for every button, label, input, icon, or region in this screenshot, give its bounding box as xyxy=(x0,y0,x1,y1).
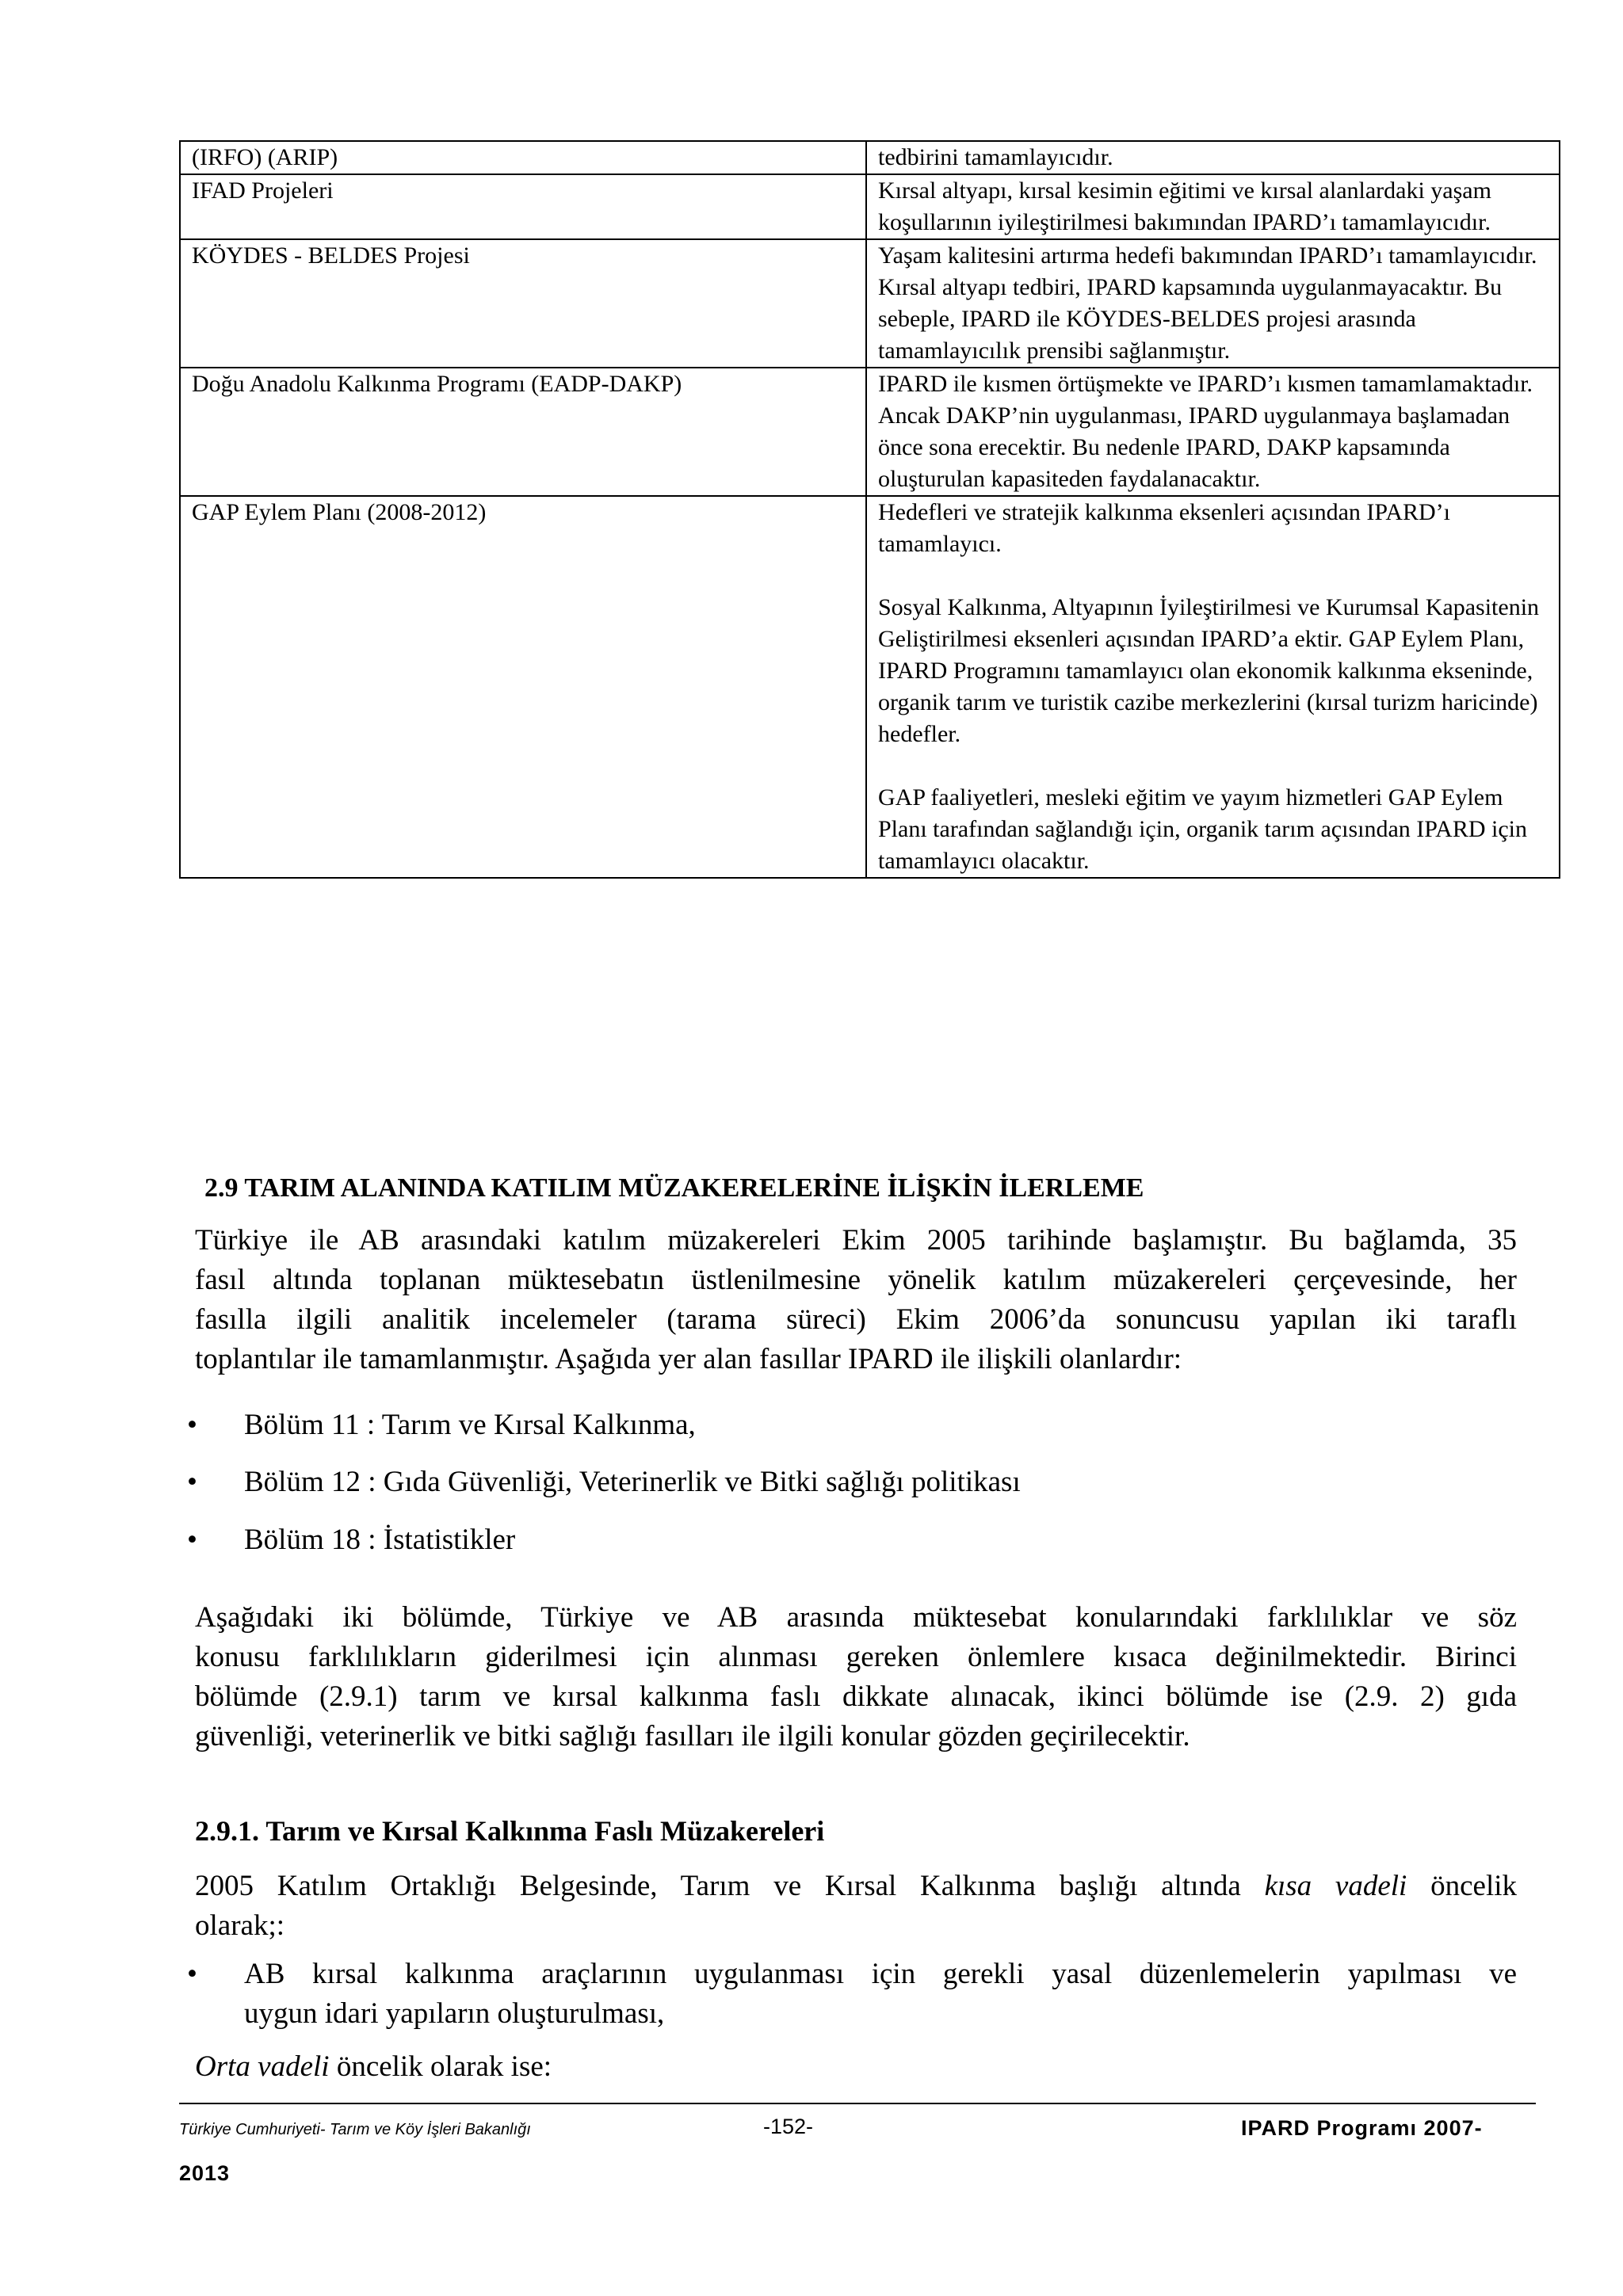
subsection-paragraph xyxy=(195,1867,1517,1946)
footer-program-year: 2013 xyxy=(179,2161,231,2185)
paragraph-gap xyxy=(878,750,1548,782)
cell-paragraph: Sosyal Kalkınma, Altyapının İyileştirilmesi ve Kurumsal Kapasitenin Geliştirilmesi eksenleri açısından IPARD’a ektir. GAP Eylem Planı, IPARD Programını tamamlayıcı olan ekonomik kalkınma ekseninde, organik tarım ve turistik cazibe merkezlerini (kırsal turizm haricinde) hedefler. xyxy=(878,594,1540,747)
cell-paragraph: IPARD ile kısmen örtüşmekte ve IPARD’ı kısmen tamamlamaktadır. xyxy=(878,371,1533,397)
bullet-icon: • xyxy=(187,1524,197,1556)
cell-paragraph: GAP faaliyetleri, mesleki eğitim ve yayım hizmetleri GAP Eylem Planı tarafından sağlandığı için, organik tarım açısından IPARD için tamamlayıcı olacaktır. xyxy=(878,784,1528,874)
bullet-text: uygun idari yapıların oluşturulması, xyxy=(244,1997,665,2030)
table-cell-relation xyxy=(866,239,1560,368)
cell-paragraph: tedbirini tamamlayıcıdır. xyxy=(878,144,1113,170)
footer-divider xyxy=(179,2103,1536,2104)
subsection-heading: 2.9.1. Tarım ve Kırsal Kalkınma Faslı Müzakereleri xyxy=(195,1815,825,1847)
table-cell-program: GAP Eylem Planı (2008-2012) xyxy=(180,496,866,878)
table-cell-program: KÖYDES - BELDES Projesi xyxy=(180,239,866,368)
bullet-text: AB kırsal kalkınma araçlarının uygulanması için gerekli yasal düzenlemelerin yapılması ve xyxy=(244,1958,1517,1990)
cell-paragraph: Kırsal altyapı tedbiri, IPARD kapsamında uygulanmayacaktır. Bu sebeple, IPARD ile KÖYDES-BELDES projesi arasında tamamlayıcılık prensibi sağlanmıştır. xyxy=(878,274,1503,364)
footer-page-number: -152- xyxy=(763,2115,814,2138)
paragraph-line: konusu farklılıkların giderilmesi için alınması gereken önlemlere kısaca değinilmektedir. Birinci xyxy=(195,1641,1517,1673)
paragraph-gap xyxy=(878,560,1548,592)
paragraph-line: fasılla ilgili analitik incelemeler (tarama süreci) Ekim 2006’da sonuncusu yapılan iki taraflı xyxy=(195,1303,1517,1336)
table-cell-program: Doğu Anadolu Kalkınma Programı (EADP-DAKP) xyxy=(180,368,866,496)
complementarity-table xyxy=(179,140,1560,879)
table-cell-relation xyxy=(866,496,1560,878)
paragraph-line: fasıl altında toplanan müktesebatın üstlenilmesine yönelik katılım müzakereleri çerçevesinde, her xyxy=(195,1264,1517,1296)
footer-ministry: Türkiye Cumhuriyeti- Tarım ve Köy İşleri Bakanlığı xyxy=(179,2121,531,2138)
bullet-icon: • xyxy=(187,1409,197,1441)
section-heading: 2.9 TARIM ALANINDA KATILIM MÜZAKERELERİNE İLİŞKİN İLERLEME xyxy=(204,1173,1144,1203)
paragraph-line: Türkiye ile AB arasındaki katılım müzakereleri Ekim 2005 tarihinde başlamıştır. Bu bağlamda, 35 xyxy=(195,1224,1517,1257)
cell-paragraph: Yaşam kalitesini artırma hedefi bakımından IPARD’ı tamamlayıcıdır. xyxy=(878,242,1537,269)
bullet-text: Bölüm 12 : Gıda Güvenliği, Veterinerlik ve Bitki sağlığı politikası xyxy=(244,1466,1021,1498)
table-row xyxy=(180,496,1560,878)
paragraph-line: güvenliği, veterinerlik ve bitki sağlığı fasılları ile ilgili konular gözden geçirilecektir. xyxy=(195,1720,1190,1753)
table-cell-program: IFAD Projeleri xyxy=(180,174,866,239)
paragraph-line: Aşağıdaki iki bölümde, Türkiye ve AB arasında müktesebat konularındaki farklılıklar ve söz xyxy=(195,1601,1517,1634)
bullet-text: Bölüm 18 : İstatistikler xyxy=(244,1524,516,1556)
cell-paragraph: Kırsal altyapı, kırsal kesimin eğitimi ve kırsal alanlardaki yaşam koşullarının iyileştirilmesi bakımından IPARD’ı tamamlayıcıdır. xyxy=(878,177,1491,235)
table-cell-relation xyxy=(866,141,1560,174)
bullet-icon: • xyxy=(187,1958,197,1990)
paragraph-line: 2005 Katılım Ortaklığı Belgesinde, Tarım ve Kırsal Kalkınma başlığı altında kısa vadeli öncelik xyxy=(195,1870,1518,1902)
cell-paragraph: Hedefleri ve stratejik kalkınma eksenleri açısından IPARD’ı tamamlayıcı. xyxy=(878,499,1451,557)
table-cell-relation xyxy=(866,368,1560,496)
table-row xyxy=(180,239,1560,368)
section-paragraph-2 xyxy=(195,1598,1517,1756)
table-cell-program: (IRFO) (ARIP) xyxy=(180,141,866,174)
section-paragraph-1 xyxy=(195,1221,1517,1379)
paragraph-line: olarak;: xyxy=(195,1909,285,1942)
bullet-text: Bölüm 11 : Tarım ve Kırsal Kalkınma, xyxy=(244,1409,696,1441)
table-row xyxy=(180,141,1560,174)
paragraph-line: toplantılar ile tamamlanmıştır. Aşağıda yer alan fasıllar IPARD ile ilişkili olanlardır: xyxy=(195,1343,1182,1375)
table-cell-relation xyxy=(866,174,1560,239)
paragraph-line: bölümde (2.9.1) tarım ve kırsal kalkınma faslı dikkate alınacak, ikinci bölümde ise (2.9. 2) gıda xyxy=(195,1680,1517,1713)
cell-paragraph: Ancak DAKP’nin uygulanması, IPARD uygulanmaya başlamadan önce sona erecektir. Bu nedenle IPARD, DAKP kapsamında oluşturulan kapasiteden faydalanacaktır. xyxy=(878,402,1510,492)
table-row xyxy=(180,174,1560,239)
footer-program-title: IPARD Programı 2007- xyxy=(1241,2116,1483,2140)
bullet-icon: • xyxy=(187,1466,197,1498)
subsection-last-line: Orta vadeli öncelik olarak ise: xyxy=(195,2050,552,2083)
table-row xyxy=(180,368,1560,496)
